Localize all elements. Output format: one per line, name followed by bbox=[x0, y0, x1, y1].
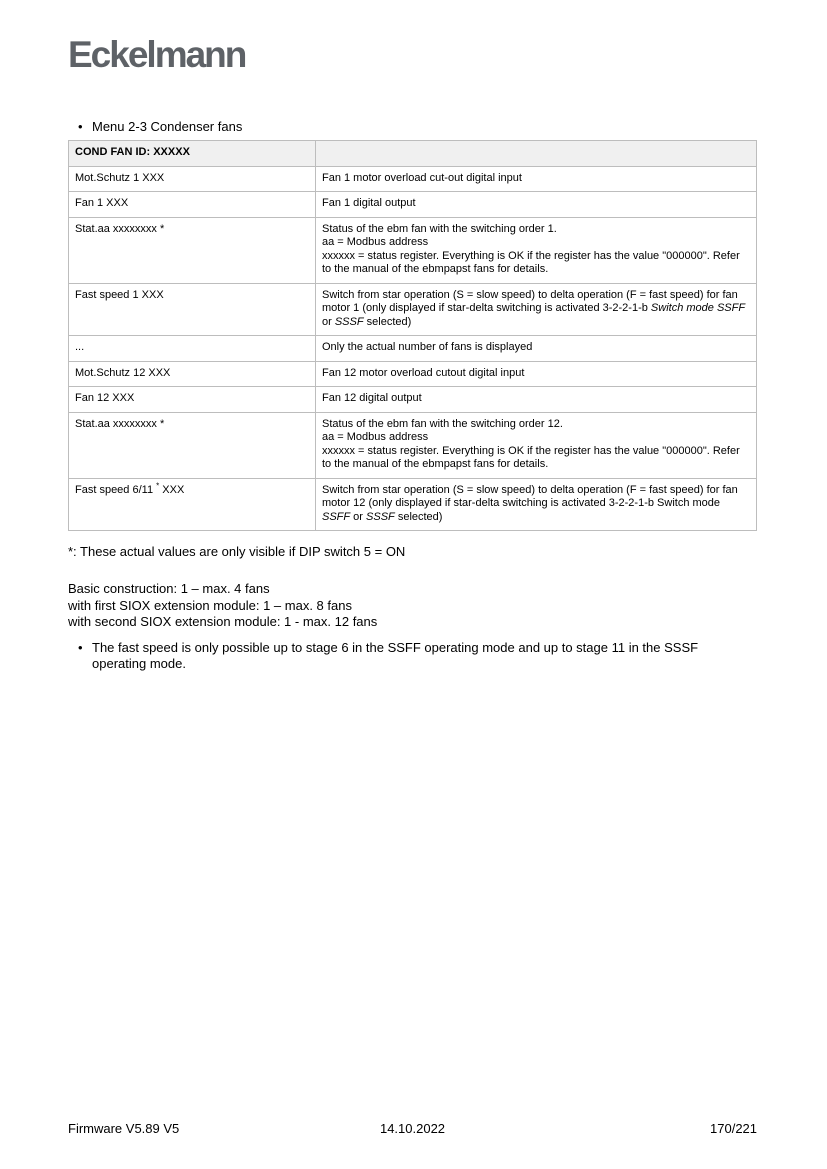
table-row bbox=[69, 361, 757, 387]
text-segment: Mot.Schutz 1 XXX bbox=[75, 171, 165, 184]
text-segment: Fan 1 motor overload cut-out digital input bbox=[322, 171, 522, 184]
description-line bbox=[322, 223, 750, 237]
description-cell bbox=[316, 387, 757, 413]
description-line bbox=[322, 484, 750, 525]
table-row bbox=[69, 412, 757, 478]
bullet-icon: • bbox=[78, 119, 83, 134]
text-segment: Switch mode SSFF bbox=[650, 302, 746, 314]
menu-bullet bbox=[68, 119, 757, 135]
table-row bbox=[69, 217, 757, 283]
text-segment: selected) bbox=[363, 315, 412, 328]
param-cell bbox=[69, 283, 316, 336]
menu-bullet-label: Menu 2-3 Condenser fans bbox=[92, 119, 243, 134]
table-header-empty-cell bbox=[316, 141, 757, 167]
text-segment: aa = Modbus address bbox=[322, 236, 429, 248]
text-segment: Fan 12 digital output bbox=[322, 392, 422, 404]
text-segment: Status of the ebm fan with the switching order 1. bbox=[322, 222, 557, 235]
text-segment: Fast speed 1 XXX bbox=[75, 288, 164, 301]
company-logo: Eckelmann bbox=[68, 34, 246, 75]
description-cell bbox=[316, 283, 757, 336]
text-segment: Fast speed 6/11 bbox=[75, 483, 157, 496]
description-line bbox=[322, 172, 750, 186]
text-segment: aa = Modbus address bbox=[322, 431, 429, 443]
description-line bbox=[322, 367, 750, 381]
construction-info bbox=[68, 581, 757, 631]
table-row bbox=[69, 336, 757, 362]
param-cell bbox=[69, 336, 316, 362]
construction-line-first-siox: with first SIOX extension module: 1 – max. 8 fans bbox=[68, 597, 352, 613]
table-row bbox=[69, 478, 757, 531]
text-segment: SSFF bbox=[322, 510, 351, 523]
construction-line-second-siox: with second SIOX extension module: 1 - max. 12 fans bbox=[68, 614, 378, 629]
param-cell bbox=[69, 166, 316, 192]
param-cell bbox=[69, 412, 316, 478]
description-line bbox=[322, 289, 750, 330]
param-cell bbox=[69, 478, 316, 531]
table-row bbox=[69, 283, 757, 336]
text-segment: Stat.aa xxxxxxxx * bbox=[75, 222, 165, 235]
description-line bbox=[322, 197, 750, 211]
text-segment: or bbox=[322, 315, 335, 328]
param-cell bbox=[69, 192, 316, 218]
description-cell bbox=[316, 336, 757, 362]
text-segment: SSSF bbox=[334, 315, 364, 328]
construction-line-basic: Basic construction: 1 – max. 4 fans bbox=[68, 581, 270, 596]
description-line bbox=[322, 445, 750, 472]
description-line bbox=[322, 431, 750, 445]
text-segment: Fan 1 XXX bbox=[75, 197, 129, 209]
description-line bbox=[322, 250, 750, 277]
table-header-title: COND FAN ID: XXXXX bbox=[69, 141, 316, 167]
text-segment: Mot.Schutz 12 XXX bbox=[75, 366, 171, 379]
description-line bbox=[322, 392, 750, 406]
description-line bbox=[322, 418, 750, 432]
superscript-asterisk: * bbox=[156, 480, 160, 490]
text-segment: Switch from star operation (S = slow speed) to delta operation (F = fast speed) for fan motor 12 (only displayed if star-delta switching is activated 3-2-2-1-b Switch mode bbox=[322, 483, 738, 509]
description-cell bbox=[316, 217, 757, 283]
text-segment: xxxxxx = status register. Everything is OK if the register has the value "000000". Refer to the manual of the ebmpapst fans for details. bbox=[322, 249, 740, 275]
description-line bbox=[322, 341, 750, 355]
text-segment: Fan 12 motor overload cutout digital input bbox=[322, 366, 525, 379]
table-header-row bbox=[69, 141, 757, 167]
text-segment: or bbox=[350, 510, 367, 523]
table-row bbox=[69, 387, 757, 413]
param-cell bbox=[69, 387, 316, 413]
text-segment: Only the actual number of fans is displayed bbox=[322, 341, 533, 353]
footer-date: 14.10.2022 bbox=[379, 1121, 446, 1136]
text-segment: Switch from star operation (S = slow speed) to delta operation (F = fast speed) for fan motor 1 (only displayed if star-delta switching is activated 3-2-2-1-b bbox=[322, 288, 738, 314]
text-segment: Fan 12 XXX bbox=[75, 392, 135, 404]
text-segment: Stat.aa xxxxxxxx * bbox=[75, 417, 165, 430]
fast-speed-bullet bbox=[68, 640, 757, 672]
asterisk-note: *: These actual values are only visible if DIP switch 5 = ON bbox=[68, 544, 406, 559]
param-cell bbox=[69, 217, 316, 283]
text-segment: Status of the ebm fan with the switching order 12. bbox=[322, 417, 563, 430]
description-cell bbox=[316, 192, 757, 218]
fast-speed-bullet-label: The fast speed is only possible up to stage 6 in the SSFF operating mode and up to stage 11 in the SSSF operating mode. bbox=[92, 639, 699, 671]
table-row bbox=[69, 166, 757, 192]
description-cell bbox=[316, 166, 757, 192]
footer-firmware-version: Firmware V5.89 V5 bbox=[68, 1121, 180, 1136]
footer-page-number: 170/221 bbox=[710, 1121, 758, 1136]
text-segment: ... bbox=[75, 341, 85, 353]
table-row bbox=[69, 192, 757, 218]
text-segment: selected) bbox=[394, 510, 443, 523]
description-cell bbox=[316, 412, 757, 478]
text-segment: xxxxxx = status register. Everything is OK if the register has the value "000000". Refer to the manual of the ebmpapst fans for details. bbox=[322, 444, 740, 470]
param-cell bbox=[69, 361, 316, 387]
description-line bbox=[322, 236, 750, 250]
description-cell bbox=[316, 361, 757, 387]
bullet-icon: • bbox=[78, 639, 83, 655]
text-segment: XXX bbox=[159, 483, 185, 496]
page-footer bbox=[68, 1121, 757, 1136]
description-cell bbox=[316, 478, 757, 531]
text-segment: Fan 1 digital output bbox=[322, 197, 416, 209]
text-segment: SSSF bbox=[366, 510, 395, 523]
cond-fan-table bbox=[68, 140, 757, 531]
